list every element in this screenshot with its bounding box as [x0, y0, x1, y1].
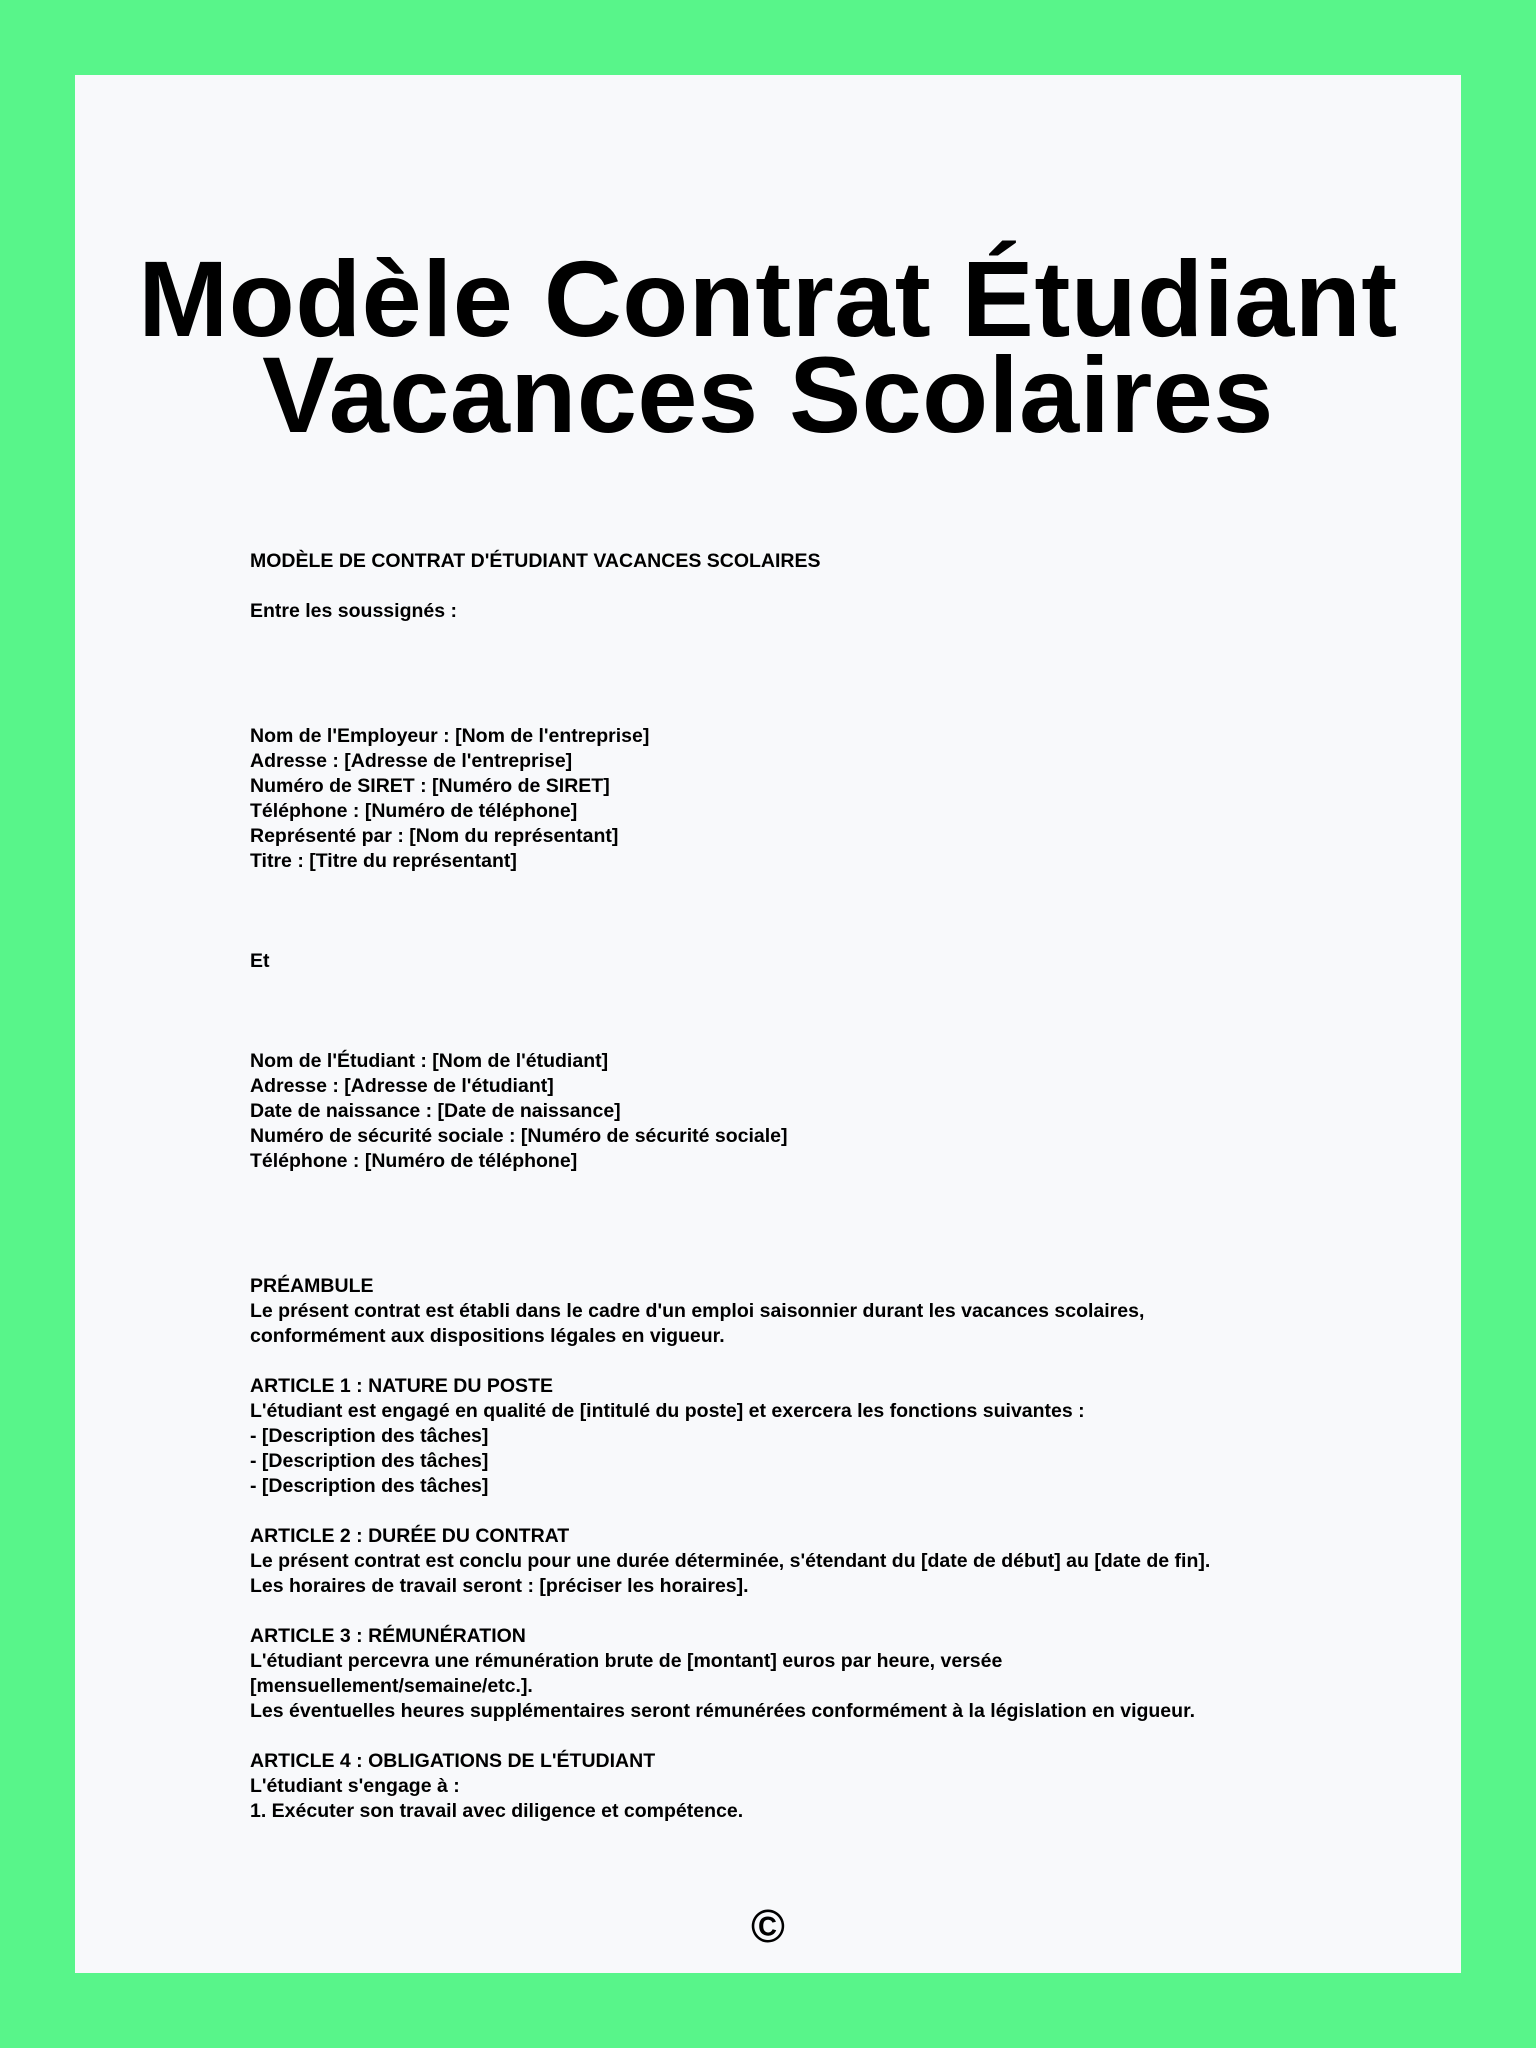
section-text: - [Description des tâches] [250, 1450, 489, 1472]
article-3-section [250, 1624, 1350, 1724]
section-text: 1. Exécuter son travail avec diligence et compétence. [250, 1800, 744, 1822]
employer-line: Représenté par : [Nom du représentant] [250, 825, 619, 847]
section-text: Les éventuelles heures supplémentaires seront rémunérées conformément à la législation en vigueur. [250, 1700, 1195, 1722]
copyright-symbol: © [751, 1900, 785, 1952]
student-line: Nom de l'Étudiant : [Nom de l'étudiant] [250, 1050, 609, 1072]
section-heading: ARTICLE 2 : DURÉE DU CONTRAT [250, 1525, 570, 1547]
section-text: L'étudiant s'engage à : [250, 1775, 460, 1797]
conjunction-text: Et [250, 950, 270, 972]
employer-line: Numéro de SIRET : [Numéro de SIRET] [250, 775, 610, 797]
article-4-section [250, 1749, 1350, 1824]
section-text: - [Description des tâches] [250, 1475, 489, 1497]
student-line: Téléphone : [Numéro de téléphone] [250, 1150, 578, 1172]
employer-line: Nom de l'Employeur : [Nom de l'entreprise] [250, 725, 650, 747]
title-line-2: Vacances Scolaires [262, 334, 1274, 455]
page-title [75, 238, 1461, 455]
section-text: - [Description des tâches] [250, 1425, 489, 1447]
title-line-1: Modèle Contrat Étudiant [138, 238, 1398, 359]
section-text: L'étudiant est engagé en qualité de [intitulé du poste] et exercera les fonctions suivantes : [250, 1400, 1085, 1422]
employer-section [250, 724, 1350, 874]
employer-line: Téléphone : [Numéro de téléphone] [250, 800, 578, 822]
section-text: Le présent contrat est établi dans le cadre d'un emploi saisonnier durant les vacances scolaires, [250, 1300, 1145, 1322]
section-heading: ARTICLE 1 : NATURE DU POSTE [250, 1375, 553, 1397]
contract-heading: MODÈLE DE CONTRAT D'ÉTUDIANT VACANCES SCOLAIRES [250, 550, 821, 572]
student-line: Numéro de sécurité sociale : [Numéro de sécurité sociale] [250, 1125, 788, 1147]
section-text: L'étudiant percevra une rémunération brute de [montant] euros par heure, versée [250, 1650, 1003, 1672]
contract-body [250, 549, 1350, 1824]
preamble-section [250, 1274, 1350, 1349]
section-text: Le présent contrat est conclu pour une durée déterminée, s'étendant du [date de début] au [date de fin]. [250, 1550, 1211, 1572]
section-text: [mensuellement/semaine/etc.]. [250, 1675, 533, 1697]
section-heading: ARTICLE 4 : OBLIGATIONS DE L'ÉTUDIANT [250, 1750, 656, 1772]
employer-line: Adresse : [Adresse de l'entreprise] [250, 750, 573, 772]
article-2-section [250, 1524, 1350, 1599]
student-section [250, 1049, 1350, 1174]
section-text: Les horaires de travail seront : [préciser les horaires]. [250, 1575, 749, 1597]
document-page [75, 75, 1461, 1973]
intro-text: Entre les soussignés : [250, 600, 457, 622]
section-heading: ARTICLE 3 : RÉMUNÉRATION [250, 1625, 526, 1647]
student-line: Date de naissance : [Date de naissance] [250, 1100, 621, 1122]
employer-line: Titre : [Titre du représentant] [250, 850, 517, 872]
section-heading: PRÉAMBULE [250, 1275, 374, 1297]
section-text: conformément aux dispositions légales en vigueur. [250, 1325, 725, 1347]
student-line: Adresse : [Adresse de l'étudiant] [250, 1075, 554, 1097]
article-1-section [250, 1374, 1350, 1499]
